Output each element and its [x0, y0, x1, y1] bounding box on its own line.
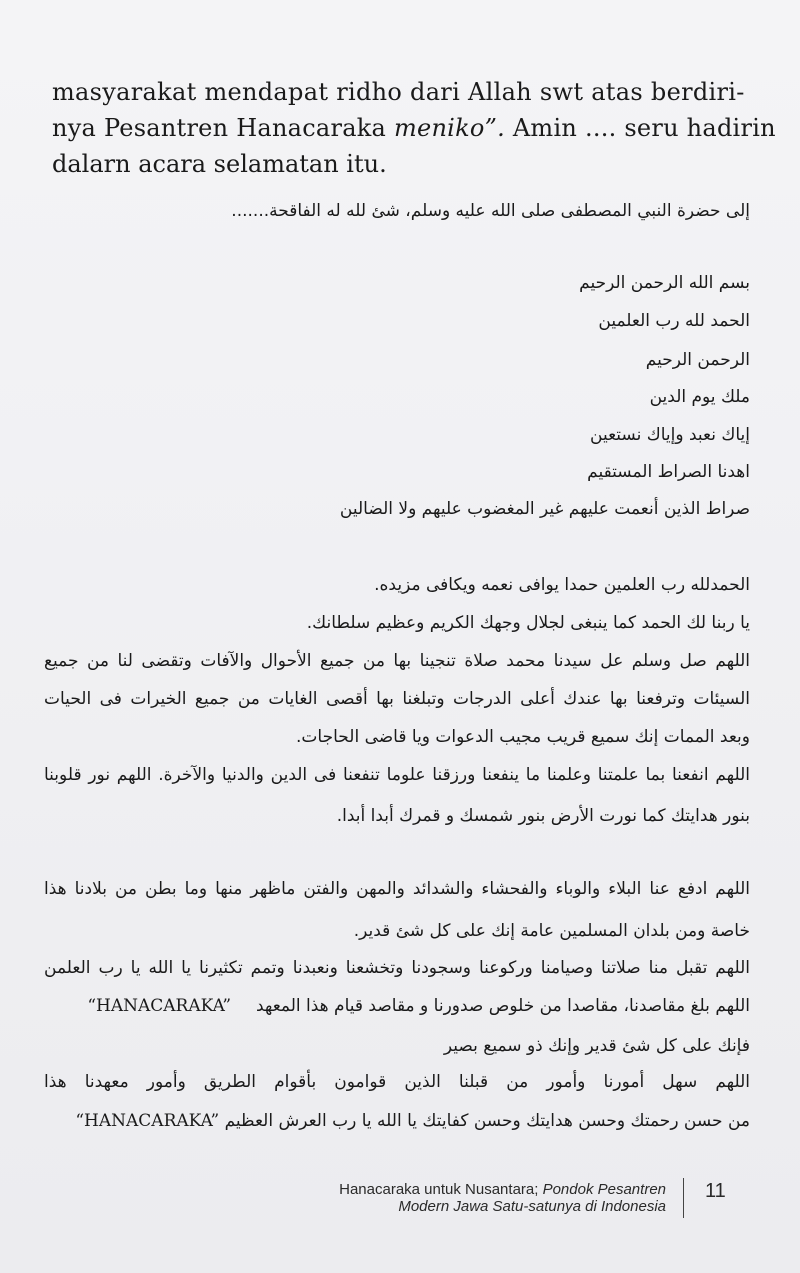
fatiha-verse-3: الرحمن الرحيم [645, 350, 750, 370]
intro-line-3: dalarn acara selamatan itu. [52, 150, 387, 178]
footer-title-part-b: Pondok Pesantren [542, 1181, 666, 1198]
footer-title-line-1 [339, 1181, 666, 1198]
doa2-line-5: فإنك على كل شئ قدير وإنك ذو سميع بصير [443, 1036, 750, 1056]
intro-line-2-part-b: Amin .... seru hadirin [504, 114, 776, 142]
doa2-line-4 [44, 995, 750, 1017]
fatiha-verse-1: بسم الله الرحمن الرحيم [579, 273, 750, 293]
intro-line-2 [52, 110, 776, 146]
intro-line-1: masyarakat mendapat ridho dari Allah swt atas berdiri- [52, 78, 745, 106]
fatiha-verse-5: إياك نعبد وإياك نستعين [590, 425, 750, 445]
doa2-line-4-arabic: اللهم بلغ مقاصدنا، مقاصدا من خلوص صدورنا و مقاصد قيام هذا المعهد [255, 996, 750, 1016]
doa-line-6: اللهم انفعنا بما علمتنا وعلمنا ما ينفعنا ورزقنا علوما تنفعنا فى الدين والدنيا والآخرة. اللهم نور قلوبنا [44, 765, 750, 785]
doa2-line-1: اللهم ادفع عنا البلاء والوباء والفحشاء والشدائد والمهن والفتن ماظهر منها وما بطن من بلادنا هذا [44, 879, 750, 899]
doa2-line-7-arabic: من حسن رحمتك وحسن هدايتك وحسن كفايتك يا الله يا رب العرش العظيم [224, 1111, 750, 1131]
hanacaraka-quote-2: “HANACARAKA” [75, 1111, 220, 1131]
doa-line-5: وبعد الممات إنك سميع قريب مجيب الدعوات ويا قاضى الحاجات. [296, 727, 750, 747]
doa2-line-2: خاصة ومن بلدان المسلمين عامة إنك على كل شئ قدير. [353, 921, 750, 941]
intro-line-2-part-a: nya Pesantren Hanacaraka [52, 114, 394, 142]
footer-title-part-a: Hanacaraka untuk Nusantara; [339, 1181, 543, 1198]
fatiha-verse-4: ملك يوم الدين [649, 387, 750, 407]
page-number: 11 [705, 1180, 726, 1202]
intro-paragraph [52, 74, 776, 182]
intro-line-2-italic: meniko”. [393, 114, 505, 142]
fatiha-verse-2: الحمد لله رب العلمين [598, 311, 750, 331]
doa2-line-6: اللهم سهل أمورنا وأمور من قبلنا الذين قوامون بأقوام الطريق وأمور معهدنا هذا [44, 1072, 750, 1092]
footer-divider [683, 1178, 684, 1218]
doa-line-1: الحمدلله رب العلمين حمدا يوافى نعمه ويكافى مزيده. [374, 575, 750, 595]
doa-line-4: السيئات وترفعنا بها عندك أعلى الدرجات وتبلغنا بها أقصى الغايات من جميع الخيرات فى الحيات [44, 689, 750, 709]
doa-line-7: بنور هدايتك كما نورت الأرض بنور شمسك و قمرك أبدا أبدا. [336, 806, 750, 826]
fatiha-verse-7: صراط الذين أنعمت عليهم غير المغضوب عليهم ولا الضالين [339, 499, 750, 519]
doa2-line-3: اللهم تقبل منا صلاتنا وصيامنا وركوعنا وسجودنا وتخشعنا ونعبدنا وتمم تكثيرنا يا الله يا رب العلمن [44, 958, 750, 978]
doa-line-3: اللهم صل وسلم عل سيدنا محمد صلاة تنجينا بها من جميع الأحوال والآفات وتقضى لنا من جميع [44, 651, 750, 671]
fatiha-verse-6: اهدنا الصراط المستقيم [587, 462, 750, 482]
arabic-opening: إلى حضرة النبي المصطفى صلى الله عليه وسلم، شئ لله له الفاقحة....... [231, 201, 750, 221]
doa-line-2: يا ربنا لك الحمد كما ينبغى لجلال وجهك الكريم وعظيم سلطانك. [306, 613, 750, 633]
hanacaraka-quote-1: “HANACARAKA” [87, 996, 232, 1016]
doa2-line-7 [44, 1110, 750, 1132]
footer-title-line-2: Modern Jawa Satu-satunya di Indonesia [398, 1198, 666, 1215]
running-footer-title [339, 1181, 666, 1215]
